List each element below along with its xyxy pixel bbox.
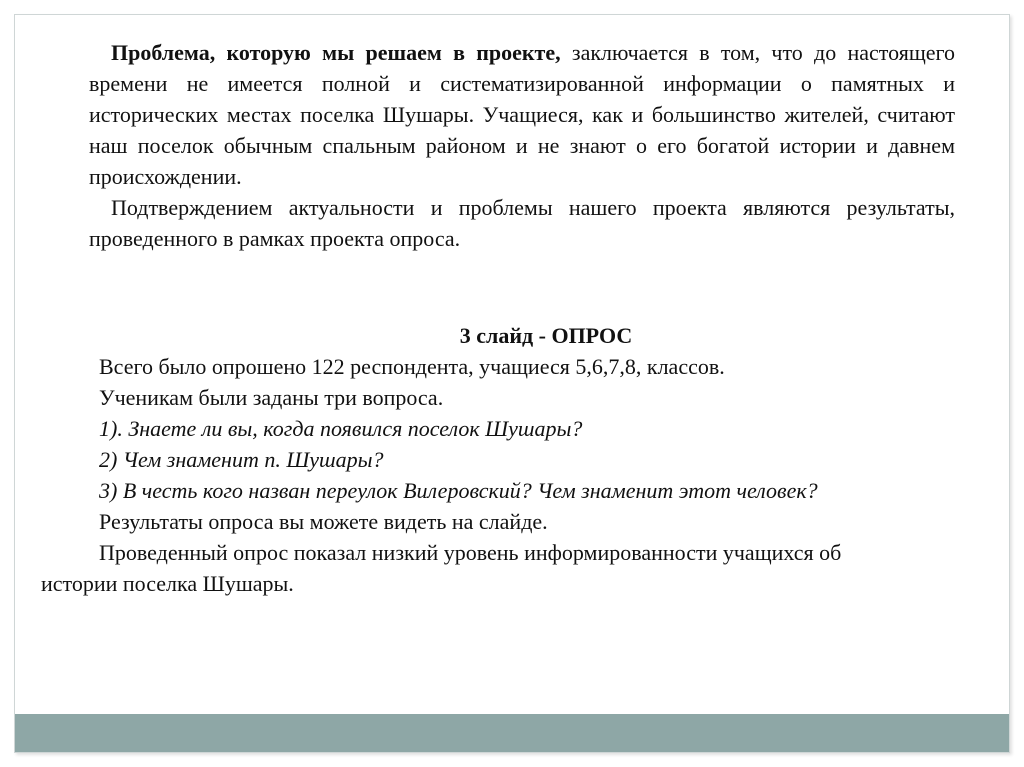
problem-lead: Проблема, которую мы решаем в проекте,	[111, 40, 561, 65]
survey-respondents: Всего было опрошено 122 респондента, учащиеся 5,6,7,8, классов.	[99, 354, 725, 379]
problem-paragraph	[89, 37, 955, 192]
survey-question-2: 2) Чем знаменит п. Шушары?	[99, 447, 384, 472]
confirmation-paragraph: Подтверждением актуальности и проблемы нашего проекта являются результаты, проведенного в рамках проекта опроса.	[89, 195, 955, 251]
survey-title: 3 слайд - ОПРОС	[459, 323, 633, 348]
survey-question-3: 3) В честь кого назван переулок Вилеровский? Чем знаменит этот человек?	[99, 478, 818, 503]
survey-questions-intro: Ученикам были заданы три вопроса.	[99, 385, 444, 410]
survey-results-note: Результаты опроса вы можете видеть на слайде.	[99, 509, 548, 534]
bottom-bar	[15, 714, 1009, 752]
survey-section	[41, 351, 999, 599]
problem-text: заключается в том, что до настоящего времени не имеется полной и систематизированной информации о памятных и исторических местах поселка Шушары. Учащиеся, как и большинство жителей, считают наш поселок обычным спальным районом и не знают о его богатой истории и давнем происхождении.	[89, 40, 955, 189]
slide	[14, 14, 1010, 753]
problem-section	[89, 37, 955, 254]
survey-question-1: 1). Знаете ли вы, когда появился поселок Шушары?	[99, 416, 583, 441]
survey-conclusion-line-1: Проведенный опрос показал низкий уровень информированности учащихся об	[99, 540, 842, 565]
survey-conclusion-line-2: истории поселка Шушары.	[41, 571, 294, 596]
